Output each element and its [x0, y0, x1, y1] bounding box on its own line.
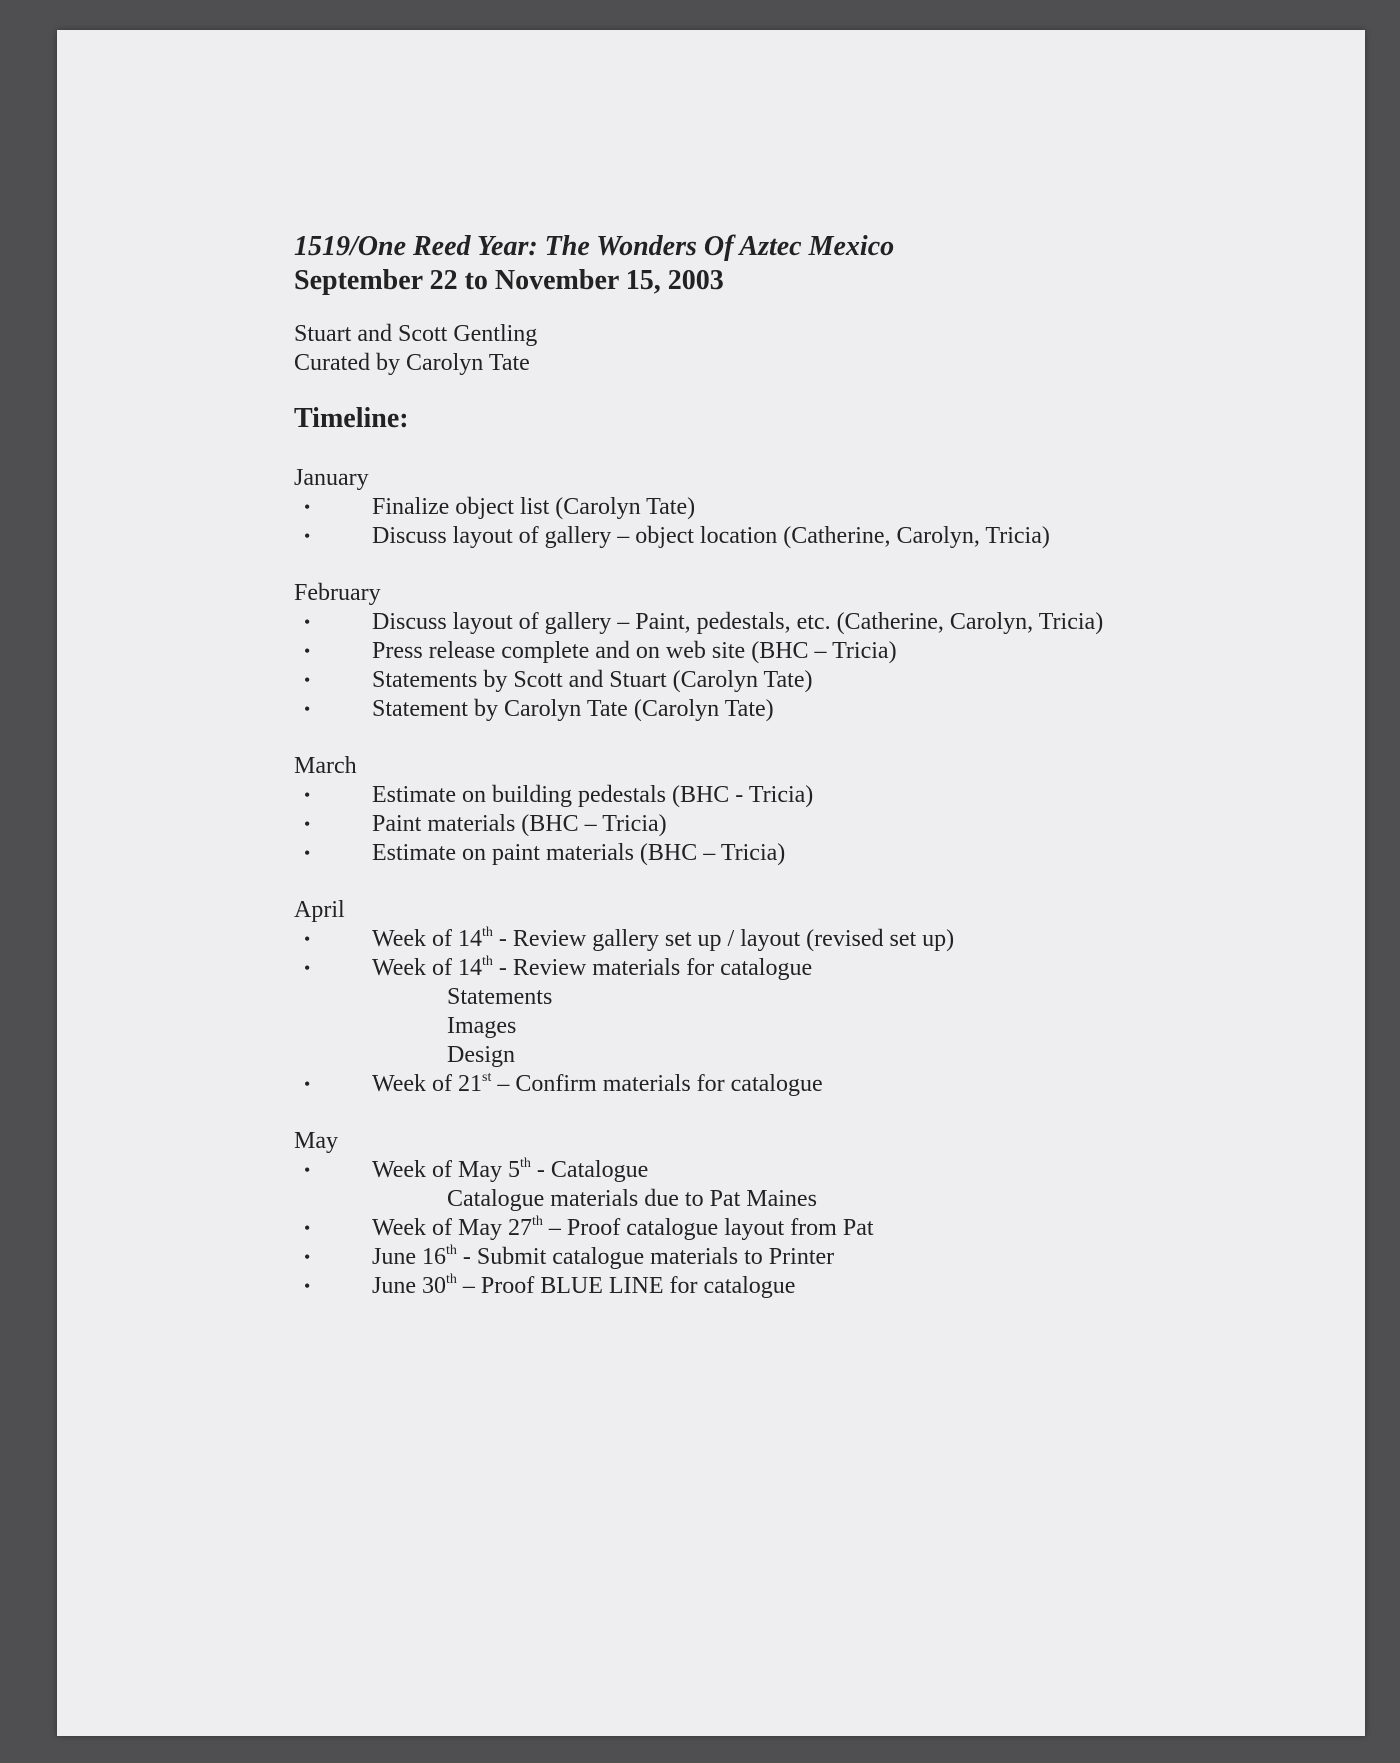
- list-item: • Week of May 27th – Proof catalogue layout from Pat: [304, 1214, 874, 1241]
- artists-line: Stuart and Scott Gentling: [294, 321, 538, 347]
- timeline-heading: Timeline:: [294, 403, 409, 434]
- task-list: [294, 608, 1294, 724]
- list-item: • Press release complete and on web site (BHC – Tricia): [304, 638, 897, 664]
- exhibition-dates: September 22 to November 15, 2003: [294, 265, 724, 296]
- list-item: • June 30th – Proof BLUE LINE for catalogue: [304, 1272, 796, 1299]
- list-item: • Week of 21st – Confirm materials for catalogue: [304, 1070, 823, 1097]
- curator-line: Curated by Carolyn Tate: [294, 350, 530, 376]
- list-item: • Discuss layout of gallery – object location (Catherine, Carolyn, Tricia): [304, 523, 1050, 549]
- task-list: [294, 1214, 1294, 1301]
- list-item: • Statement by Carolyn Tate (Carolyn Tate): [304, 696, 774, 722]
- bullet-icon: •: [304, 612, 311, 632]
- sub-item: Statements: [447, 984, 553, 1010]
- month-may: [294, 1127, 1294, 1301]
- month-label: April: [294, 897, 345, 923]
- month-label: January: [294, 465, 369, 491]
- list-item: • Finalize object list (Carolyn Tate): [304, 494, 696, 520]
- bullet-icon: •: [304, 641, 311, 661]
- list-item: • Discuss layout of gallery – Paint, pedestals, etc. (Catherine, Carolyn, Tricia): [304, 609, 1104, 635]
- sub-item: Catalogue materials due to Pat Maines: [447, 1186, 817, 1212]
- bullet-icon: •: [304, 958, 311, 978]
- list-item: • Statements by Scott and Stuart (Carolyn Tate): [304, 667, 813, 693]
- bullet-icon: •: [304, 526, 311, 546]
- month-january: [294, 464, 1294, 551]
- task-list: [294, 781, 1294, 868]
- task-list: [294, 1156, 1294, 1185]
- bullet-icon: •: [304, 699, 311, 719]
- list-item: • Week of May 5th - Catalogue: [304, 1156, 649, 1183]
- list-item: • Estimate on building pedestals (BHC - Tricia): [304, 782, 814, 808]
- sub-item: Design: [447, 1042, 515, 1068]
- month-april: [294, 896, 1294, 1099]
- document-title: 1519/One Reed Year: The Wonders Of Aztec Mexico: [294, 231, 895, 262]
- bullet-icon: •: [304, 497, 311, 517]
- sub-item: Images: [447, 1013, 517, 1039]
- bullet-icon: •: [304, 1160, 311, 1180]
- bullet-icon: •: [304, 1276, 311, 1296]
- bullet-icon: •: [304, 814, 311, 834]
- bullet-icon: •: [304, 670, 311, 690]
- bullet-icon: •: [304, 1247, 311, 1267]
- task-list: [294, 925, 1294, 983]
- month-label: March: [294, 753, 357, 779]
- document-page: [57, 30, 1365, 1736]
- month-label: February: [294, 580, 381, 606]
- list-item: • Week of 14th - Review materials for catalogue: [304, 954, 813, 981]
- artists-block: [294, 320, 1294, 378]
- list-item: • Estimate on paint materials (BHC – Tricia): [304, 840, 786, 866]
- month-february: [294, 579, 1294, 724]
- list-item: • June 16th - Submit catalogue materials to Printer: [304, 1243, 835, 1270]
- document-content: [294, 230, 1294, 1301]
- bullet-icon: •: [304, 929, 311, 949]
- task-list: [294, 1070, 1294, 1099]
- list-item: • Week of 14th - Review gallery set up / layout (revised set up): [304, 925, 955, 952]
- list-item: • Paint materials (BHC – Tricia): [304, 811, 667, 837]
- bullet-icon: •: [304, 1074, 311, 1094]
- task-list: [294, 493, 1294, 551]
- bullet-icon: •: [304, 785, 311, 805]
- month-march: [294, 752, 1294, 868]
- bullet-icon: •: [304, 1218, 311, 1238]
- bullet-icon: •: [304, 843, 311, 863]
- month-label: May: [294, 1128, 338, 1154]
